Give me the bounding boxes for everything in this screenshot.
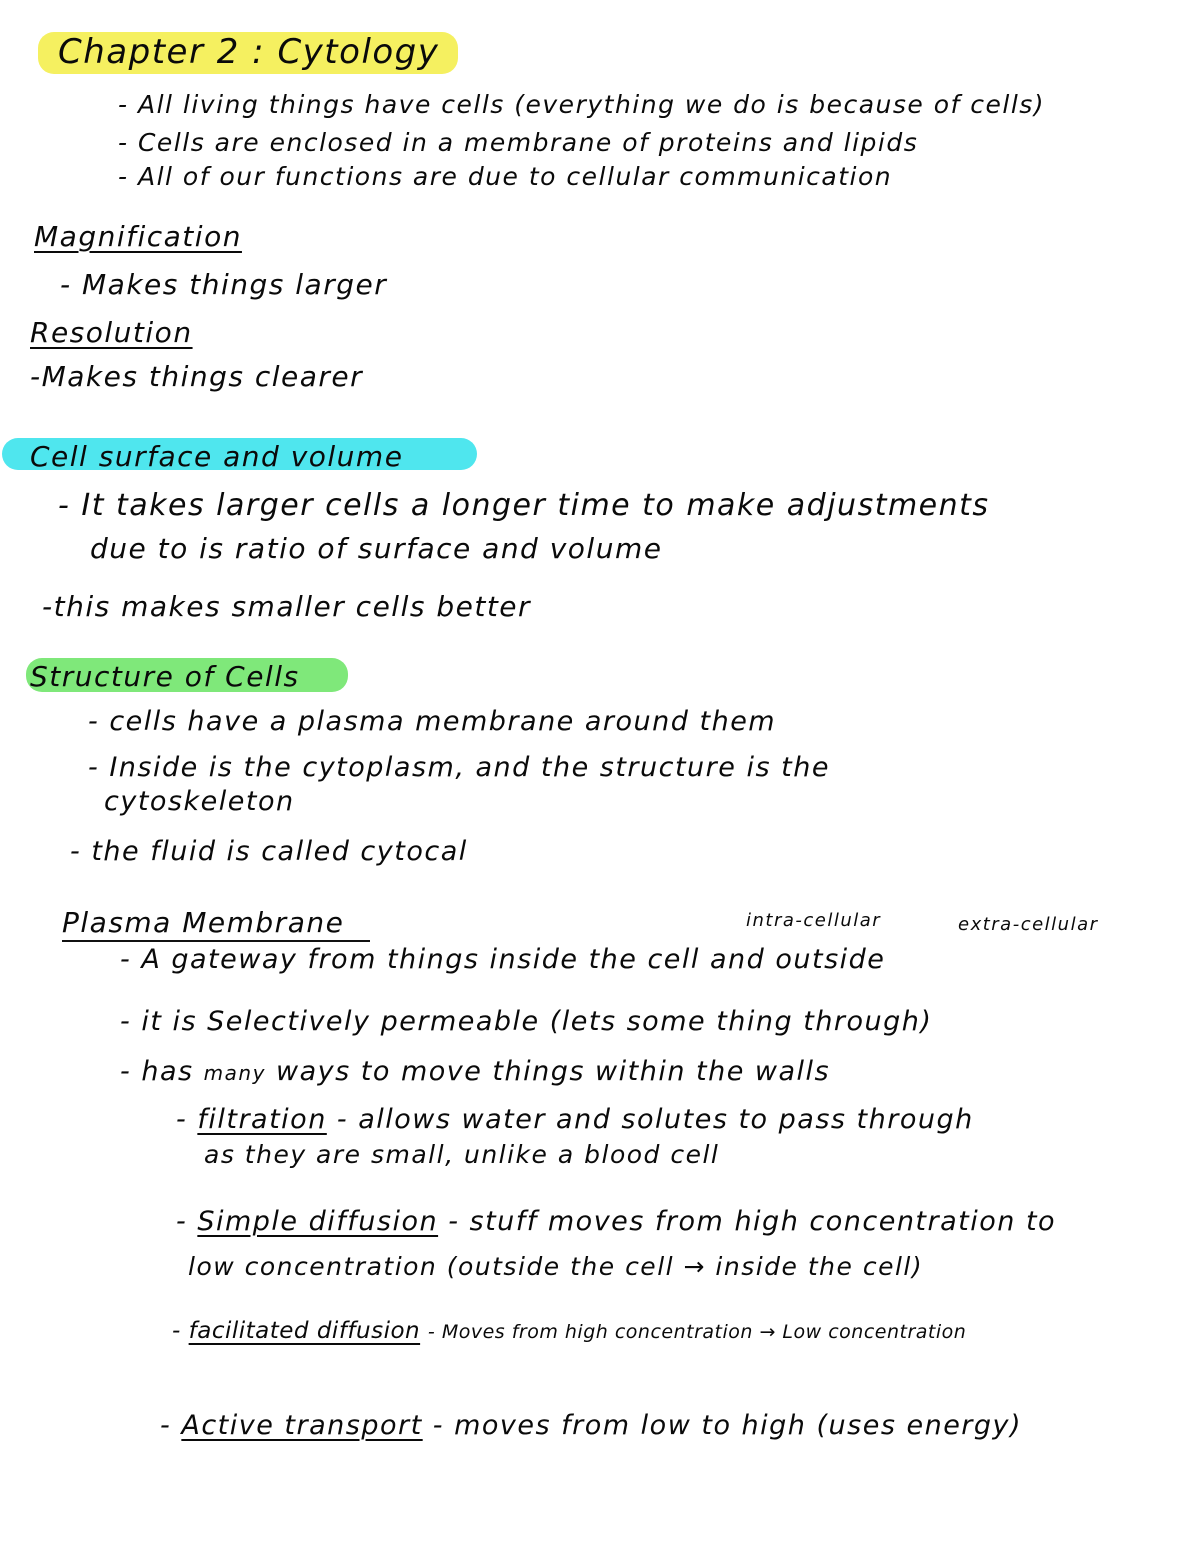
facilitated-diffusion-desc: - Moves from high concentration → Low concentration	[427, 1321, 967, 1343]
filtration-dash: -	[176, 1104, 188, 1135]
plasma-bullet-ways-pre: - has	[120, 1056, 194, 1087]
plasma-membrane-heading: Plasma Membrane	[62, 906, 345, 939]
plasma-bullet-permeable: - it is Selectively permeable (lets some thing through)	[120, 1006, 933, 1037]
cell-surface-bullet-1-line-2: due to is ratio of surface and volume	[90, 532, 663, 565]
chapter-bullet-functions: - All of our functions are due to cellular communication	[118, 162, 893, 191]
filtration-desc: - allows water and solutes to pass through	[336, 1104, 974, 1135]
magnification-heading: Magnification	[34, 220, 242, 253]
structure-heading: Structure of Cells	[30, 660, 300, 693]
structure-bullet-membrane: - cells have a plasma membrane around them	[88, 706, 777, 737]
active-transport-line	[160, 1410, 1022, 1441]
filtration-term: filtration	[197, 1104, 327, 1135]
label-extra-cellular: extra-cellular	[958, 914, 1099, 935]
resolution-bullet: -Makes things clearer	[30, 360, 364, 393]
facilitated-diffusion-dash: -	[172, 1318, 181, 1344]
simple-diffusion-line-2: low concentration (outside the cell → inside the cell)	[188, 1252, 924, 1281]
simple-diffusion-line-1	[176, 1206, 1056, 1237]
cell-surface-bullet-1-line-1: - It takes larger cells a longer time to make adjustments	[58, 488, 990, 523]
cell-surface-bullet-2: -this makes smaller cells better	[42, 590, 532, 623]
active-transport-term: Active transport	[181, 1410, 423, 1441]
simple-diffusion-term: Simple diffusion	[197, 1206, 439, 1237]
facilitated-diffusion-line	[172, 1318, 966, 1344]
simple-diffusion-desc: - stuff moves from high concentration to	[448, 1206, 1057, 1237]
magnification-bullet: - Makes things larger	[60, 268, 388, 301]
label-intra-cellular: intra-cellular	[746, 910, 882, 931]
active-transport-desc: - moves from low to high (uses energy)	[432, 1410, 1023, 1441]
structure-bullet-cytoplasm-line-2: cytoskeleton	[104, 786, 295, 817]
filtration-line-2: as they are small, unlike a blood cell	[204, 1140, 720, 1169]
plasma-bullet-ways-small: many	[203, 1061, 266, 1085]
plasma-membrane-underline	[62, 940, 370, 942]
resolution-heading: Resolution	[30, 316, 193, 349]
structure-bullet-cytoplasm-line-1: - Inside is the cytoplasm, and the structure is the	[88, 752, 830, 783]
cell-surface-heading: Cell surface and volume	[30, 440, 404, 473]
simple-diffusion-dash: -	[176, 1206, 188, 1237]
plasma-bullet-ways-post: ways to move things within the walls	[276, 1056, 831, 1087]
filtration-line-1	[176, 1104, 974, 1135]
chapter-title: Chapter 2 : Cytology	[58, 32, 440, 72]
plasma-bullet-ways	[120, 1056, 830, 1087]
chapter-bullet-membrane: - Cells are enclosed in a membrane of proteins and lipids	[118, 128, 919, 157]
chapter-bullet-cells: - All living things have cells (everything we do is because of cells)	[118, 90, 1046, 119]
structure-bullet-fluid: - the fluid is called cytocal	[70, 836, 468, 867]
facilitated-diffusion-term: facilitated diffusion	[188, 1318, 421, 1344]
active-transport-dash: -	[160, 1410, 172, 1441]
plasma-bullet-gateway: - A gateway from things inside the cell and outside	[120, 944, 886, 975]
